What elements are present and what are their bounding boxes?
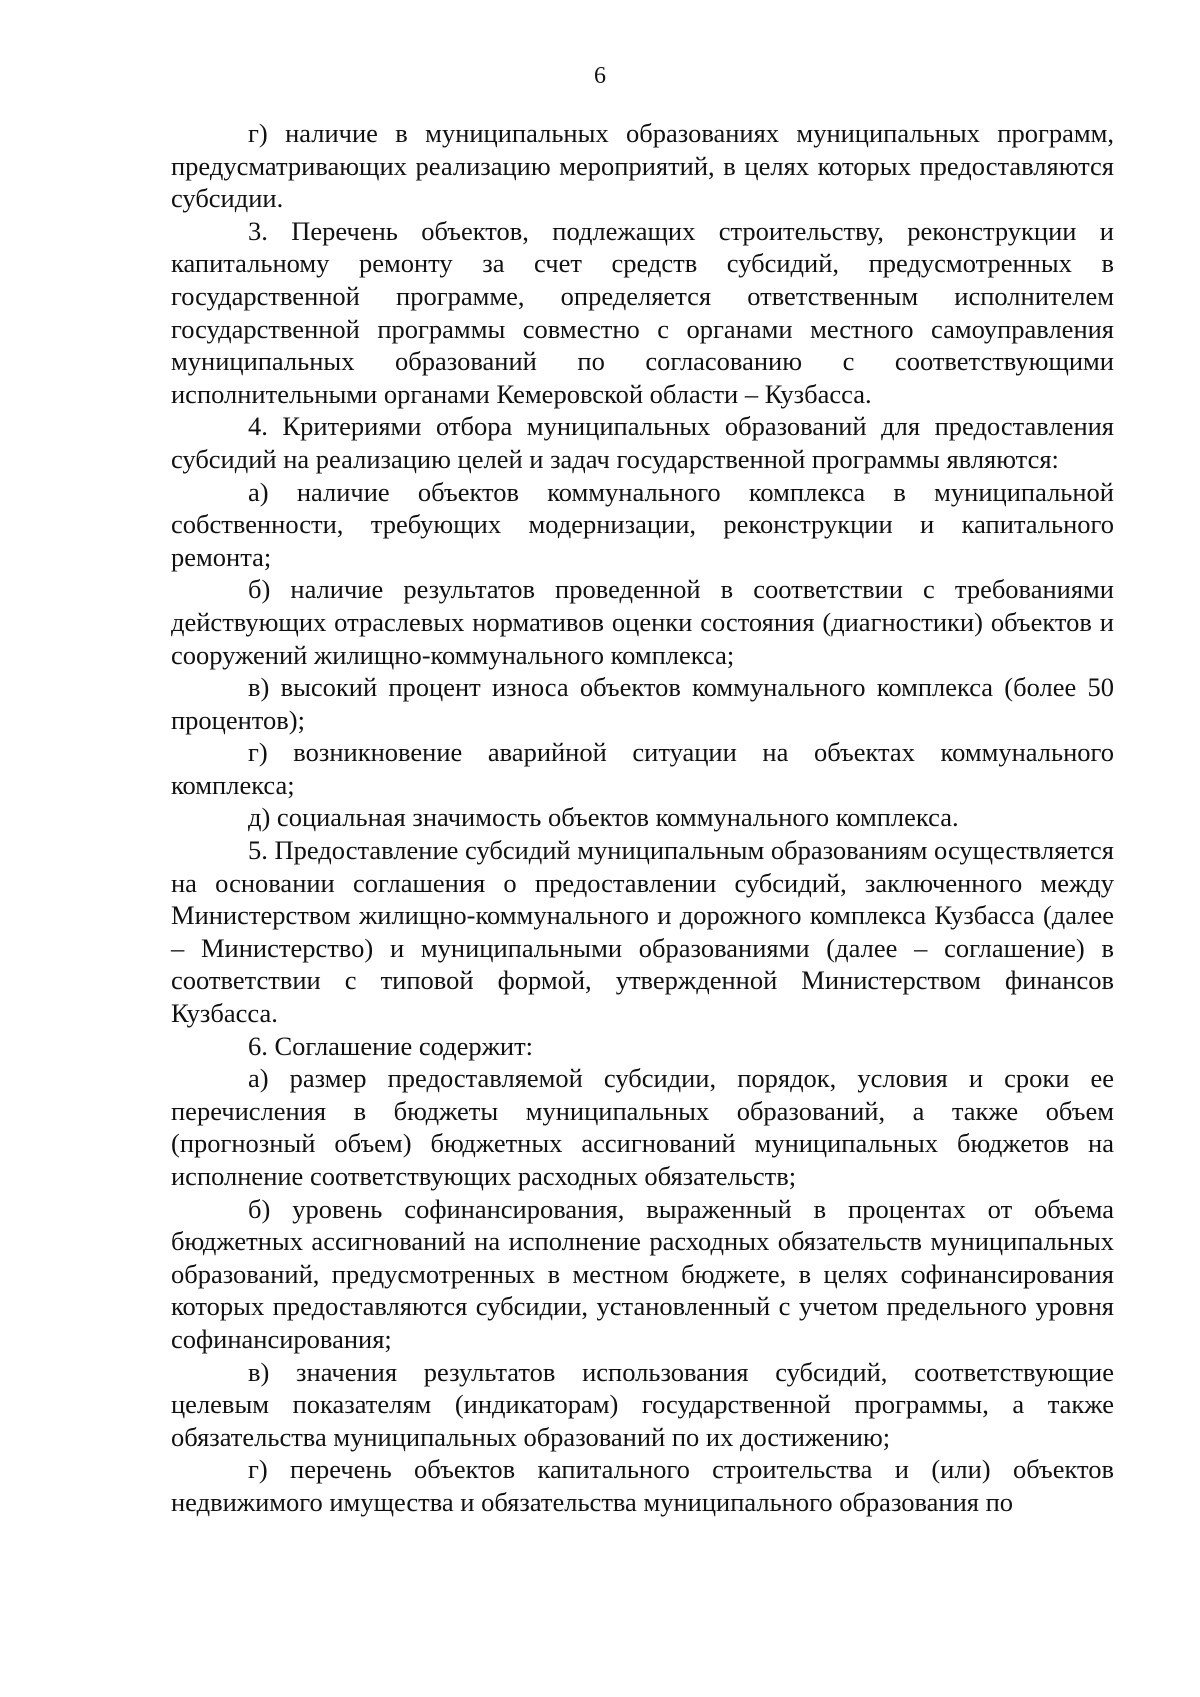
paragraph-4-selection-criteria: 4. Критериями отбора муниципальных образований для предоставления субсидий на реализацию целей и задач государственной программы являются: bbox=[171, 411, 1114, 474]
criterion-d: д) социальная значимость объектов коммунального комплекса. bbox=[248, 802, 959, 833]
paragraph-6-agreement-contents: 6. Соглашение содержит: bbox=[248, 1030, 534, 1061]
agreement-item-b: б) уровень софинансирования, выраженный в процентах от объема бюджетных ассигнований на исполнение расходных обязательств муниципальных образований, предусмотренных в местном бюджете, в целях софинансирования которых предоставляются субсидии, установленный с учетом предельного уровня софинансирования; bbox=[171, 1193, 1114, 1354]
paragraph-5-agreement: 5. Предоставление субсидий муниципальным образованиям осуществляется на основании соглашения о предоставлении субсидий, заключенного между Министерством жилищно-коммунального и дорожного комплекса Кузбасса (далее – Министерство) и муниципальными образованиями (далее – соглашение) в соответствии с типовой формой, утвержденной Министерством финансов Кузбасса. bbox=[171, 835, 1114, 1029]
agreement-item-a: а) размер предоставляемой субсидии, порядок, условия и сроки ее перечисления в бюджеты муниципальных образований, а также объем (прогнозный объем) бюджетных ассигнований муниципальных бюджетов на исполнение соответствующих расходных обязательств; bbox=[171, 1063, 1114, 1191]
criterion-b: б) наличие результатов проведенной в соответствии с требованиями действующих отраслевых нормативов оценки состояния (диагностики) объектов и сооружений жилищно-коммунального комплекса; bbox=[171, 574, 1114, 670]
criterion-v: в) высокий процент износа объектов коммунального комплекса (более 50 процентов); bbox=[171, 672, 1114, 735]
agreement-item-g: г) перечень объектов капитального строительства и (или) объектов недвижимого имущества и обязательства муниципального образования по bbox=[171, 1454, 1114, 1517]
page-number: 6 bbox=[594, 63, 606, 89]
document-body bbox=[171, 117, 1114, 1519]
paragraph-3-objects-list: 3. Перечень объектов, подлежащих строительству, реконструкции и капитальному ремонту за счет средств субсидий, предусмотренных в государственной программе, определяется ответственным исполнителем государственной программы совместно с органами местного самоуправления муниципальных образований по согласованию с соответствующими исполнительными органами Кемеровской области – Кузбасса. bbox=[171, 215, 1114, 409]
agreement-item-v: в) значения результатов использования субсидий, соответствующие целевым показателям (индикаторам) государственной программы, а также обязательства муниципальных образований по их достижению; bbox=[171, 1356, 1114, 1452]
criterion-g: г) возникновение аварийной ситуации на объектах коммунального комплекса; bbox=[171, 737, 1114, 800]
criterion-a: а) наличие объектов коммунального комплекса в муниципальной собственности, требующих модернизации, реконструкции и капитального ремонта; bbox=[171, 476, 1114, 572]
paragraph-g-municipal-programs: г) наличие в муниципальных образованиях муниципальных программ, предусматривающих реализацию мероприятий, в целях которых предоставляются субсидии. bbox=[171, 118, 1114, 214]
